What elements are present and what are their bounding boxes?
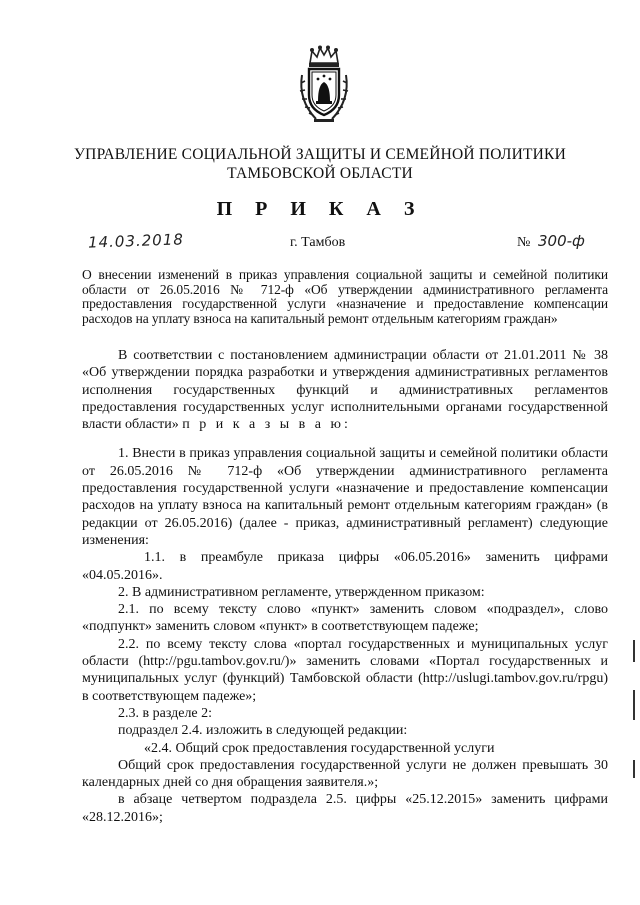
paragraph-1: 1. Внести в приказ управления социальной защиты и семейной политики области от 26.05.2016 № 712-ф «Об утверждении административного регламента предоставления государственной услуги «назначение и предоставление компенсации расходов на уплату взноса на капитальный ремонт отдельным категориям граждан» (в редакции от 26.05.2016) (далее - приказ, административный регламент) следующие изменения:	[82, 446, 608, 548]
paragraph-2-1: 2.1. по всему тексту слово «пункт» заменить словом «подраздел», слово «подпункт» заменить словом «пункт» в соответствующем падеже;	[82, 602, 608, 635]
paragraph-2-4-title: «2.4. Общий срок предоставления государственной услуги	[144, 740, 495, 756]
order-body	[82, 347, 608, 826]
paragraph-2-3-subsection: подраздел 2.4. изложить в следующей редакции:	[118, 723, 408, 739]
document-type-title: П Р И К А З	[216, 198, 424, 220]
preamble-paragraph	[82, 347, 608, 433]
city-label: г. Тамбов	[290, 235, 346, 250]
handwritten-date: 14.03.2018	[87, 230, 185, 252]
paragraph-1-1: 1.1. в преамбуле приказа цифры «06.05.2016» заменить цифрами «04.05.2016».	[82, 550, 608, 583]
order-word: п р и к а з ы в а ю:	[182, 417, 351, 433]
paragraph-2-2: 2.2. по всему тексту слова «портал государственных и муниципальных услуг области (http://pgu.tambov.gov.ru/)» заменить словами «Портал государственных и муниципальных услуг (функций) Тамбовской области (http://uslugi.tambov.gov.ru/rpgu) в соответствующем падеже»;	[82, 636, 608, 704]
org-line-2: ТАМБОВСКОЙ ОБЛАСТИ	[227, 165, 413, 182]
paragraph-2-5: в абзаце четвертом подраздела 2.5. цифры «25.12.2015» заменить цифрами «28.12.2016»;	[82, 792, 608, 825]
paragraph-2-3: 2.3. в разделе 2:	[118, 705, 213, 721]
order-subject: О внесении изменений в приказ управления социальной защиты и семейной политики области от 26.05.2016 № 712-ф «Об утверждении административного регламента предоставления государственной услуги «назначение и предоставление компенсации расходов на уплату взноса на капитальный ремонт отдельным категориям граждан»	[82, 267, 608, 326]
coat-of-arms-icon	[296, 45, 352, 125]
preamble-text: В соответствии с постановлением администрации области от 21.01.2011 № 38 «Об утверждении порядка разработки и утверждения административных регламентов исполнения государственных функций и административных регламентов предоставления государственных услуг исполнительными органами государственной власти области»	[82, 348, 608, 433]
paragraph-2-4-text: Общий срок предоставления государственной услуги не должен превышать 30 календарных дней со дня обращения заявителя.»;	[82, 757, 608, 791]
scan-edge-mark	[633, 690, 635, 720]
scan-edge-mark	[633, 760, 635, 778]
handwritten-number: 300-ф	[538, 232, 585, 250]
number-label: №	[517, 235, 531, 250]
org-line-1: УПРАВЛЕНИЕ СОЦИАЛЬНОЙ ЗАЩИТЫ И СЕМЕЙНОЙ ПОЛИТИКИ	[74, 146, 566, 163]
paragraph-2: 2. В административном регламенте, утвержденном приказом:	[118, 584, 485, 600]
organization-name	[60, 145, 580, 183]
scan-edge-mark	[633, 640, 635, 662]
